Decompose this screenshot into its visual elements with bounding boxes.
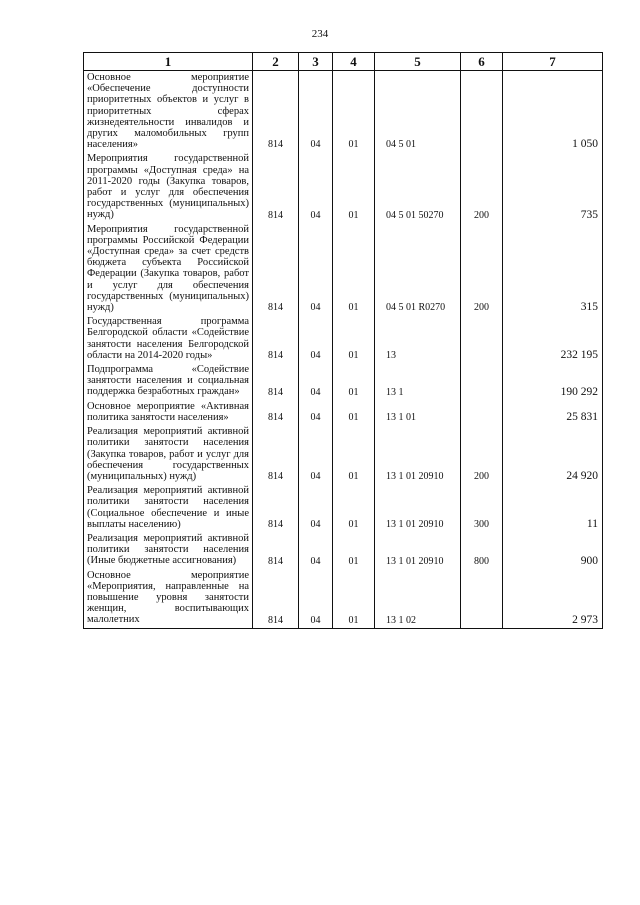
table-row [84, 152, 603, 222]
target-article-code: 13 1 01 20910 [375, 484, 461, 532]
item-name: Подпрограмма «Содействие занятости населения и социальная поддержка безработных граждан» [84, 363, 253, 400]
expense-type-code: 200 [461, 223, 503, 316]
target-article-code: 04 5 01 R0270 [375, 223, 461, 316]
target-article-code: 04 5 01 50270 [375, 152, 461, 222]
section-code: 04 [299, 363, 333, 400]
amount: 24 920 [503, 425, 603, 484]
item-name: Мероприятия государственной программы Российской Федерации «Доступная среда» за счет средств бюджета субъекта Российской Федерации (Закупка товаров, работ и услуг для обеспечения государственных (муниципальных) нужд) [84, 223, 253, 316]
subsection-code: 01 [333, 223, 375, 316]
table-row [84, 400, 603, 425]
ministry-code: 814 [253, 152, 299, 222]
table-row [84, 532, 603, 569]
amount: 735 [503, 152, 603, 222]
target-article-code: 13 [375, 315, 461, 363]
expense-type-code [461, 315, 503, 363]
item-name: Основное мероприятие «Обеспечение доступности приоритетных объектов и услуг в приоритетных сферах жизнедеятельности инвалидов и других маломобильных групп населения» [84, 71, 253, 153]
subsection-code: 01 [333, 315, 375, 363]
section-code: 04 [299, 152, 333, 222]
expense-type-code [461, 71, 503, 153]
amount: 1 050 [503, 71, 603, 153]
target-article-code: 13 1 02 [375, 569, 461, 629]
item-name: Реализация мероприятий активной политики занятости населения (Социальное обеспечение и иные выплаты населению) [84, 484, 253, 532]
target-article-code: 13 1 01 20910 [375, 425, 461, 484]
ministry-code: 814 [253, 223, 299, 316]
subsection-code: 01 [333, 71, 375, 153]
target-article-code: 04 5 01 [375, 71, 461, 153]
ministry-code: 814 [253, 425, 299, 484]
amount: 232 195 [503, 315, 603, 363]
expense-type-code [461, 400, 503, 425]
section-code: 04 [299, 315, 333, 363]
table-row [84, 363, 603, 400]
section-code: 04 [299, 484, 333, 532]
ministry-code: 814 [253, 71, 299, 153]
table-row [84, 71, 603, 153]
ministry-code: 814 [253, 363, 299, 400]
expense-type-code: 200 [461, 152, 503, 222]
amount: 2 973 [503, 569, 603, 629]
expense-type-code: 300 [461, 484, 503, 532]
ministry-code: 814 [253, 315, 299, 363]
header-row [84, 53, 603, 71]
header-cell: 1 [84, 53, 253, 71]
subsection-code: 01 [333, 400, 375, 425]
item-name: Государственная программа Белгородской области «Содействие занятости населения Белгородской области на 2014-2020 годы» [84, 315, 253, 363]
expense-type-code: 800 [461, 532, 503, 569]
header-cell: 6 [461, 53, 503, 71]
amount: 25 831 [503, 400, 603, 425]
target-article-code: 13 1 [375, 363, 461, 400]
expense-type-code [461, 363, 503, 400]
ministry-code: 814 [253, 569, 299, 629]
amount: 11 [503, 484, 603, 532]
subsection-code: 01 [333, 569, 375, 629]
header-cell: 4 [333, 53, 375, 71]
subsection-code: 01 [333, 152, 375, 222]
expense-type-code [461, 569, 503, 629]
page-number: 234 [311, 28, 329, 40]
amount: 190 292 [503, 363, 603, 400]
target-article-code: 13 1 01 20910 [375, 532, 461, 569]
section-code: 04 [299, 425, 333, 484]
target-article-code: 13 1 01 [375, 400, 461, 425]
table-row [84, 315, 603, 363]
ministry-code: 814 [253, 400, 299, 425]
expense-type-code: 200 [461, 425, 503, 484]
item-name: Реализация мероприятий активной политики занятости населения (Закупка товаров, работ и услуг для обеспечения государственных (муниципальных) нужд) [84, 425, 253, 484]
item-name: Основное мероприятие «Активная политика занятости населения» [84, 400, 253, 425]
item-name: Реализация мероприятий активной политики занятости населения (Иные бюджетные ассигнования) [84, 532, 253, 569]
amount: 315 [503, 223, 603, 316]
header-cell: 5 [375, 53, 461, 71]
table-row [84, 569, 603, 629]
table-row [84, 223, 603, 316]
subsection-code: 01 [333, 425, 375, 484]
section-code: 04 [299, 71, 333, 153]
section-code: 04 [299, 400, 333, 425]
item-name: Мероприятия государственной программы «Доступная среда» на 2011-2020 годы (Закупка товаров, работ и услуг для обеспечения государственных (муниципальных) нужд) [84, 152, 253, 222]
table-row [84, 484, 603, 532]
budget-table [83, 52, 603, 629]
amount: 900 [503, 532, 603, 569]
subsection-code: 01 [333, 484, 375, 532]
item-name: Основное мероприятие «Мероприятия, направленные на повышение уровня занятости женщин, воспитывающих малолетних [84, 569, 253, 629]
section-code: 04 [299, 532, 333, 569]
header-cell: 7 [503, 53, 603, 71]
ministry-code: 814 [253, 532, 299, 569]
section-code: 04 [299, 223, 333, 316]
subsection-code: 01 [333, 532, 375, 569]
subsection-code: 01 [333, 363, 375, 400]
header-cell: 3 [299, 53, 333, 71]
table-row [84, 425, 603, 484]
header-cell: 2 [253, 53, 299, 71]
ministry-code: 814 [253, 484, 299, 532]
section-code: 04 [299, 569, 333, 629]
